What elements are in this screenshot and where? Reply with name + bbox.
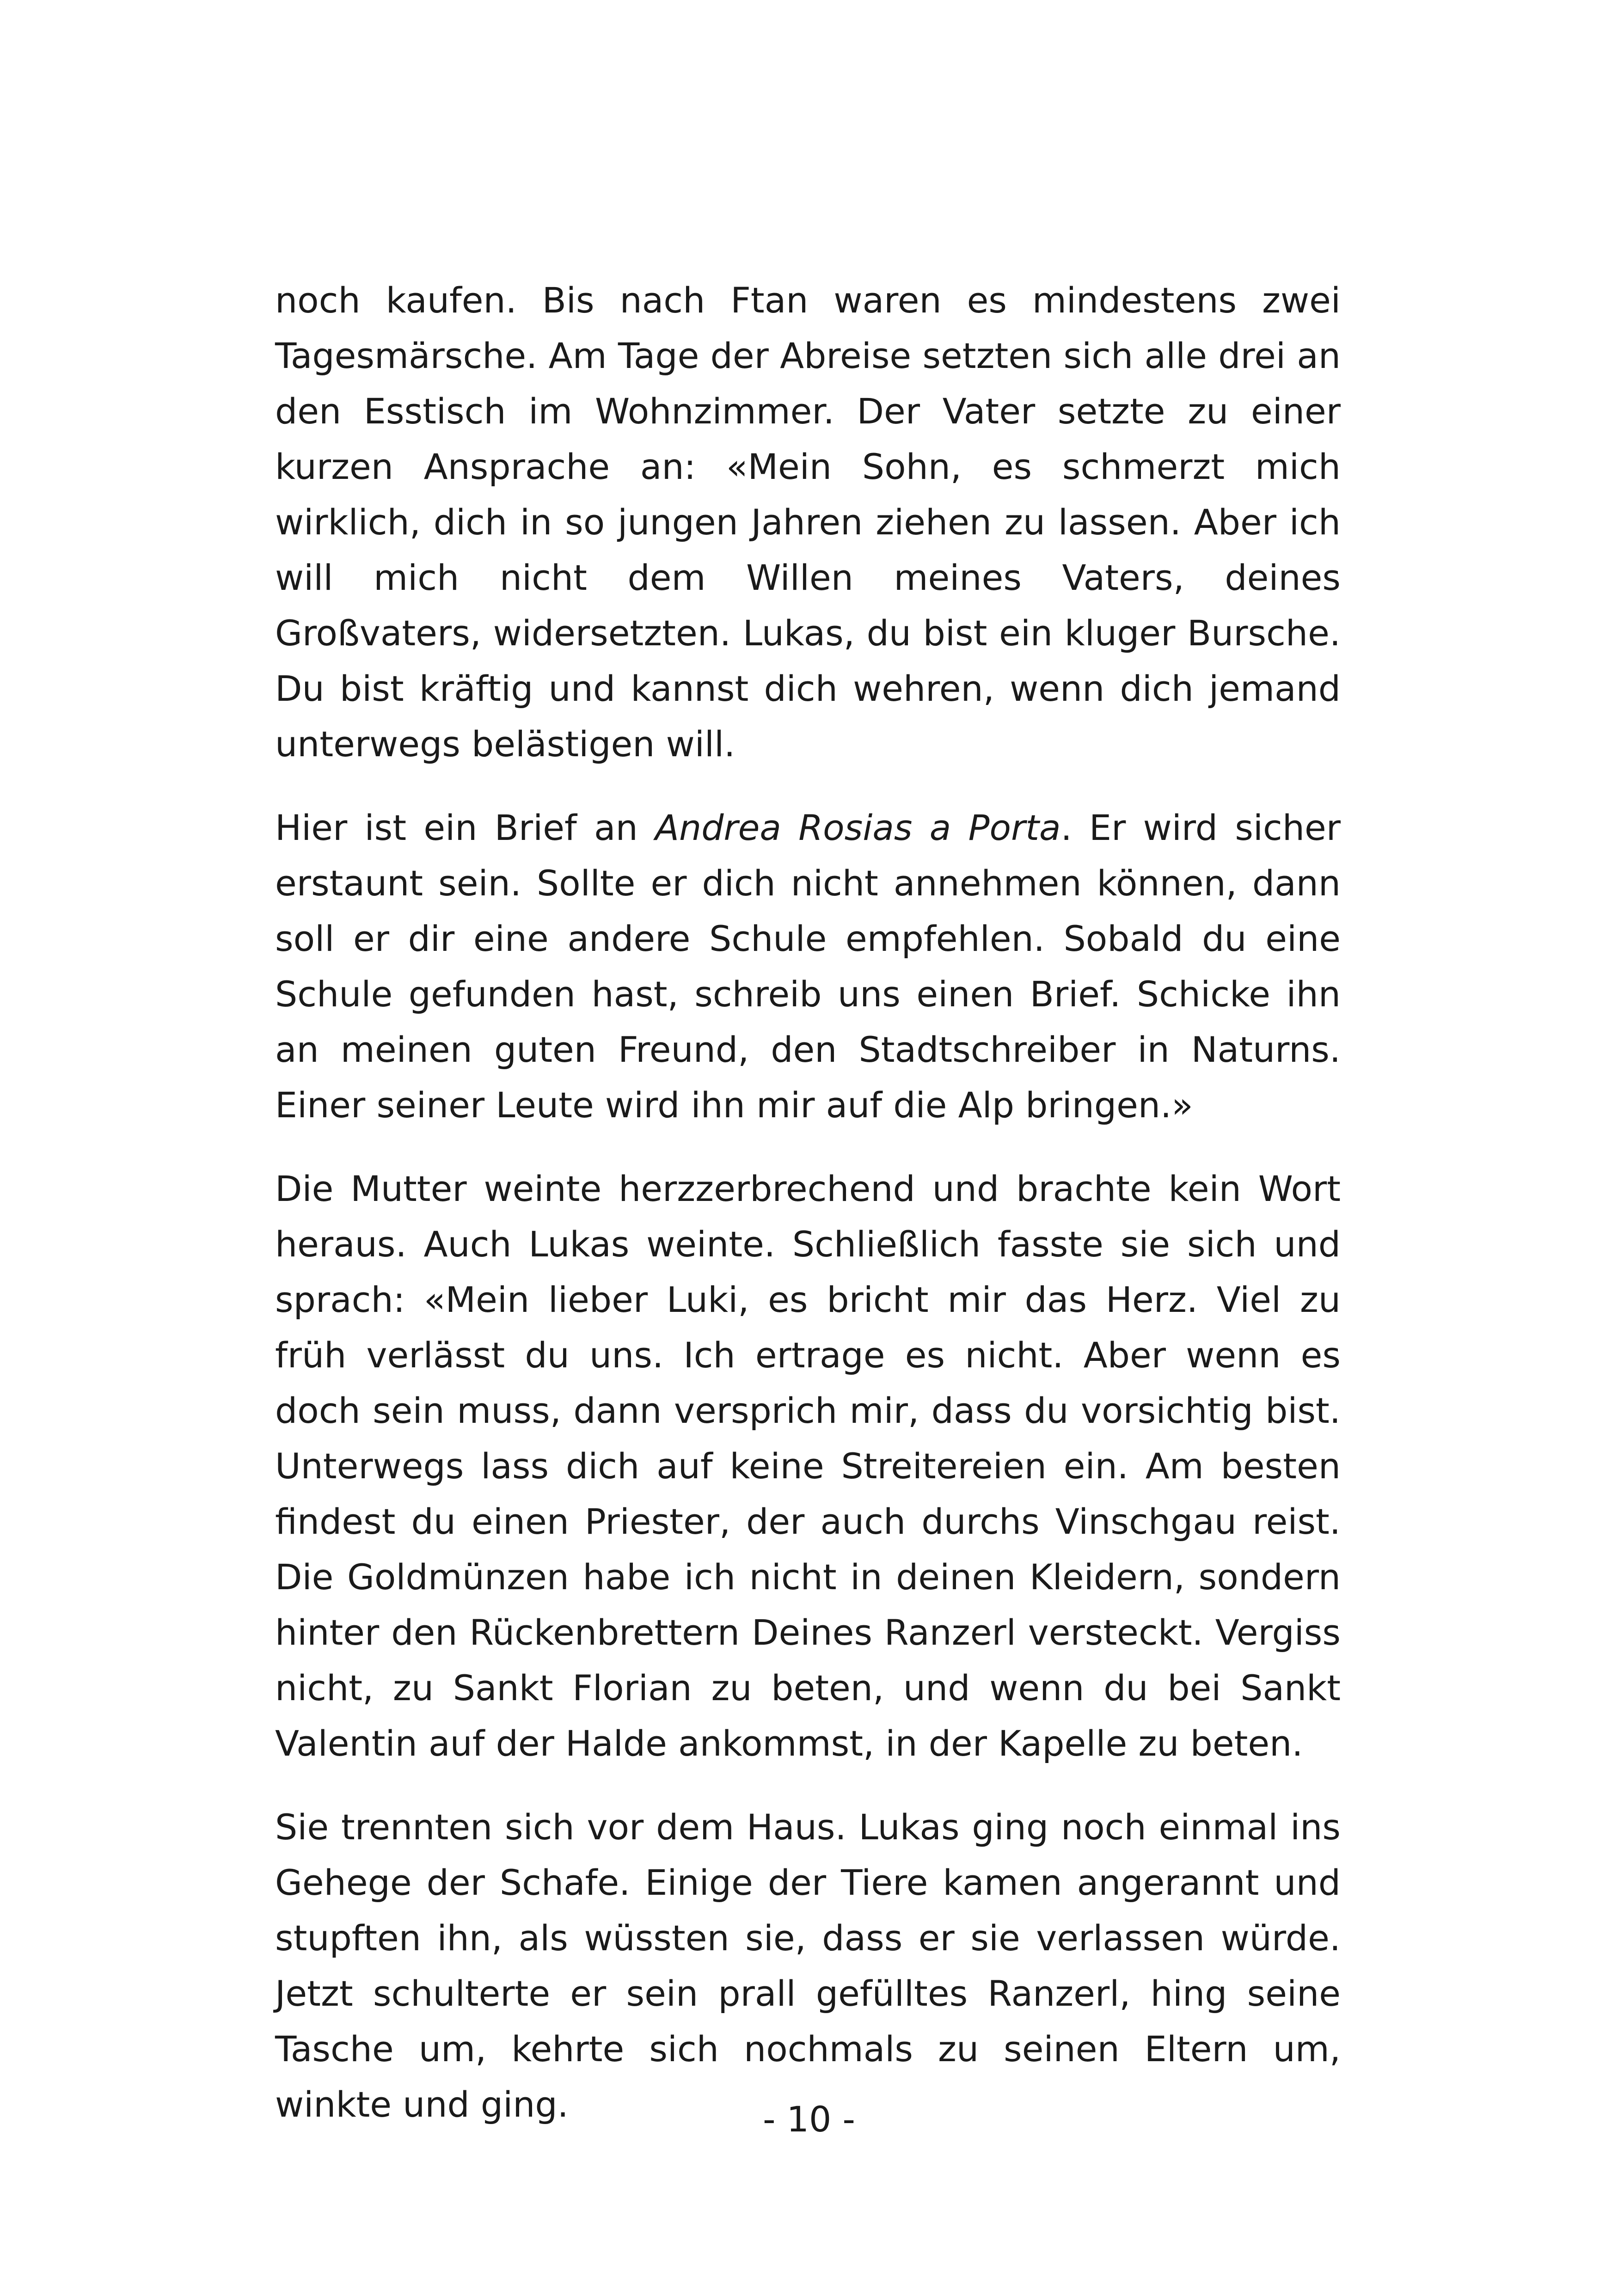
body-text bbox=[275, 273, 1341, 2161]
paragraph-text: Hier ist ein Brief an bbox=[275, 807, 656, 848]
paragraph: noch kaufen. Bis nach Ftan waren es mindestens zwei Tagesmärsche. Am Tage der Abreise setzten sich alle drei an den Esstisch im Wohnzimmer. Der Vater setzte zu einer kurzen Ansprache an: «Mein Sohn, es schmerzt mich wirklich, dich in so jungen Jahren ziehen zu lassen. Aber ich will mich nicht dem Willen meines Vaters, deines Großvaters, widersetzten. Lukas, du bist ein kluger Bursche. Du bist kräftig und kannst dich wehren, wenn dich jemand unterwegs belästigen will. bbox=[275, 280, 1341, 765]
paragraph: Die Mutter weinte herzzerbrechend und brachte kein Wort heraus. Auch Lukas weinte. Schließlich fasste sie sich und sprach: «Mein lieber Luki, es bricht mir das Herz. Viel zu früh verlässt du uns. Ich ertrage es nicht. Aber wenn es doch sein muss, dann versprich mir, dass du vorsichtig bist. Unterwegs lass dich auf keine Streitereien ein. Am besten findest du einen Priester, der auch durchs Vinschgau reist. Die Goldmünzen habe ich nicht in deinen Kleidern, sondern hinter den Rückenbrettern Deines Ranzerl versteckt. Vergiss nicht, zu Sankt Florian zu beten, und wenn du bei Sankt Valentin auf der Halde ankommst, in der Kapelle zu beten. bbox=[275, 1168, 1341, 1764]
italic-name: Andrea Rosias a Porta bbox=[655, 807, 1061, 848]
paragraph bbox=[275, 800, 1341, 1133]
page-number: - 10 - bbox=[763, 2099, 855, 2140]
paragraph-text: . Er wird sicher erstaunt sein. Sollte er dich nicht annehmen können, dann soll er dir eine andere Schule empfehlen. Sobald du eine Schule gefunden hast, schreib uns einen Brief. Schicke ihn an meinen guten Freund, den Stadtschreiber in Naturns. Einer seiner Leute wird ihn mir auf die Alp bringen.» bbox=[275, 807, 1341, 1126]
paragraph: Sie trennten sich vor dem Haus. Lukas ging noch einmal ins Gehege der Schafe. Einige der Tiere kamen angerannt und stupften ihn, als wüssten sie, dass er sie verlassen würde. Jetzt schulterte er sein prall gefülltes Ranzerl, hing seine Tasche um, kehrte sich nochmals zu seinen Eltern um, winkte und ging. bbox=[275, 1806, 1341, 2125]
